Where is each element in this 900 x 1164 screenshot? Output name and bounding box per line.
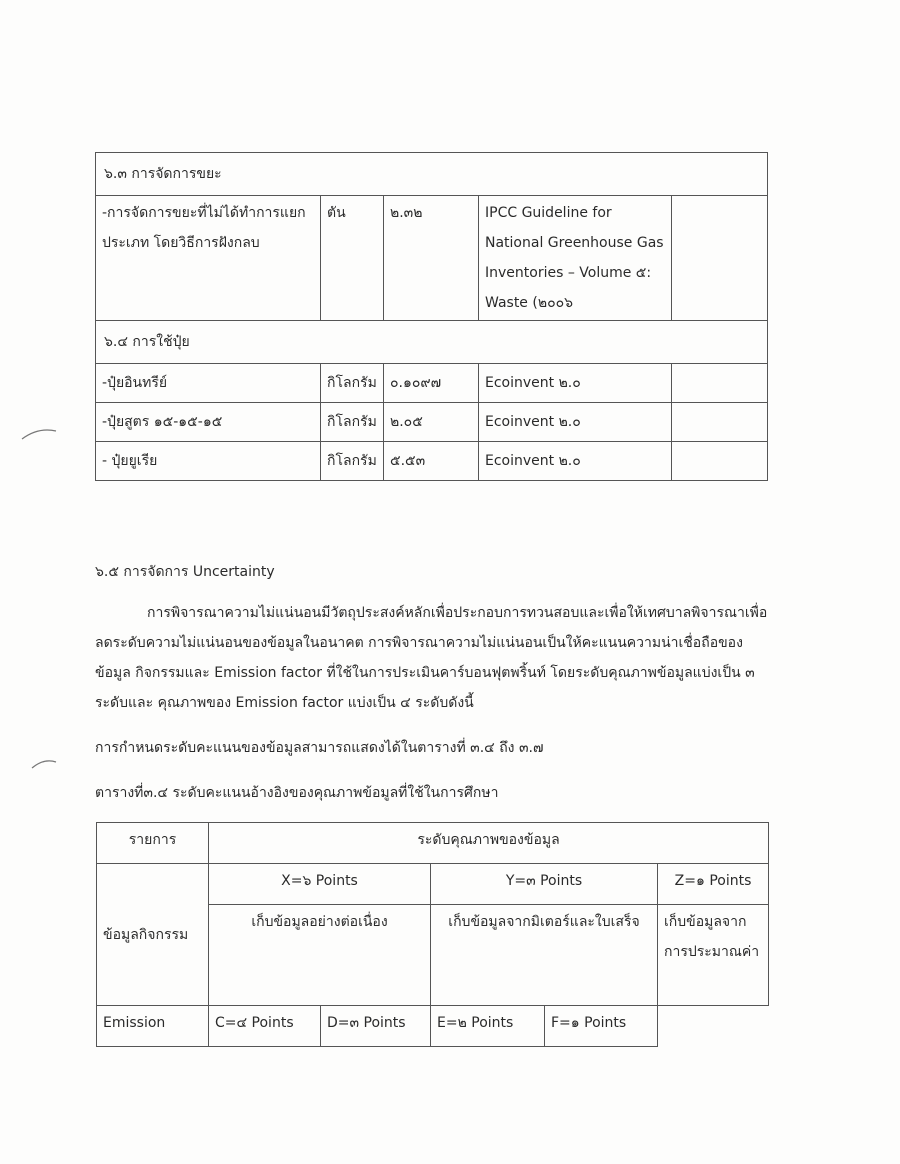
waste-note <box>672 196 768 321</box>
table-caption: ตารางที่๓.๔ ระดับคะแนนอ้างอิงของคุณภาพข้อมูลที่ใช้ในการศึกษา <box>95 785 499 801</box>
z-points: Z=๑ Points <box>658 864 769 905</box>
fertilizer-unit: กิโลกรัม <box>321 442 384 481</box>
data-quality-table <box>96 822 769 1047</box>
fertilizer-note <box>672 364 768 403</box>
fertilizer-value: ๕.๕๓ <box>384 442 479 481</box>
waste-unit: ตัน <box>321 196 384 321</box>
table-row <box>96 403 768 442</box>
fertilizer-value: ๒.๐๕ <box>384 403 479 442</box>
scoring-text: การกำหนดระดับคะแนนของข้อมูลสามารถแสดงได้ในตารางที่ ๓.๔ ถึง ๓.๗ <box>95 740 544 756</box>
waste-item: -การจัดการขยะที่ไม่ได้ทำการแยกประเภท โดยวิธีการฝังกลบ <box>96 196 321 321</box>
d-points: D=๓ Points <box>321 1006 431 1047</box>
z-description: เก็บข้อมูลจากการประมาณค่า <box>658 905 769 1006</box>
fertilizer-unit: กิโลกรัม <box>321 403 384 442</box>
fertilizer-item: - ปุ๋ยยูเรีย <box>96 442 321 481</box>
table-row <box>96 364 768 403</box>
scan-mark-left-2 <box>30 756 60 770</box>
x-points: X=๖ Points <box>209 864 431 905</box>
col-quality-header: ระดับคุณภาพของข้อมูล <box>209 823 769 864</box>
fertilizer-value: ๐.๑๐๙๗ <box>384 364 479 403</box>
section-6-3-heading: ๖.๓ การจัดการขยะ <box>96 153 768 196</box>
f-points: F=๑ Points <box>545 1006 658 1047</box>
emission-label: Emission <box>97 1006 209 1047</box>
fertilizer-item: -ปุ๋ยอินทรีย์ <box>96 364 321 403</box>
waste-value: ๒.๓๒ <box>384 196 479 321</box>
waste-source: IPCC Guideline for National Greenhouse Gas Inventories – Volume ๕: Waste (๒๐๐๖ <box>479 196 672 321</box>
fertilizer-note <box>672 403 768 442</box>
section-6-4-heading: ๖.๔ การใช้ปุ๋ย <box>96 321 768 364</box>
section-6-5-heading: ๖.๕ การจัดการ Uncertainty <box>95 564 275 580</box>
scan-mark-left-1 <box>20 425 60 441</box>
fertilizer-unit: กิโลกรัม <box>321 364 384 403</box>
activity-label: ข้อมูลกิจกรรม <box>97 864 209 1006</box>
empty-cell <box>658 1006 769 1047</box>
fertilizer-source: Ecoinvent ๒.๐ <box>479 442 672 481</box>
e-points: E=๒ Points <box>431 1006 545 1047</box>
uncertainty-paragraph: การพิจารณาความไม่แน่นอนมีวัตถุประสงค์หลักเพื่อประกอบการทวนสอบและเพื่อให้เทศบาลพิจารณาเพื่อ ลดระดับความไม่แน่นอนของข้อมูลในอนาคต การพิจารณาความไม่แน่นอนเป็นให้คะแนนความน่าเชื่อถือของข้อมูล กิจกรรมและ Emission factor ที่ใช้ในการประเมินคาร์บอนฟุตพริ้นท์ โดยระดับคุณภาพข้อมูลแบ่งเป็น ๓ ระดับและ คุณภาพของ Emission factor แบ่งเป็น ๔ ระดับดังนี้ <box>95 605 768 711</box>
table-row <box>96 442 768 481</box>
x-description: เก็บข้อมูลอย่างต่อเนื่อง <box>209 905 431 1006</box>
c-points: C=๔ Points <box>209 1006 321 1047</box>
emission-factor-table <box>95 152 768 481</box>
fertilizer-source: Ecoinvent ๒.๐ <box>479 403 672 442</box>
y-description: เก็บข้อมูลจากมิเตอร์และใบเสร็จ <box>431 905 658 1006</box>
table-row <box>96 196 768 321</box>
fertilizer-note <box>672 442 768 481</box>
y-points: Y=๓ Points <box>431 864 658 905</box>
col-item-header: รายการ <box>97 823 209 864</box>
fertilizer-item: -ปุ๋ยสูตร ๑๕-๑๕-๑๕ <box>96 403 321 442</box>
fertilizer-source: Ecoinvent ๒.๐ <box>479 364 672 403</box>
